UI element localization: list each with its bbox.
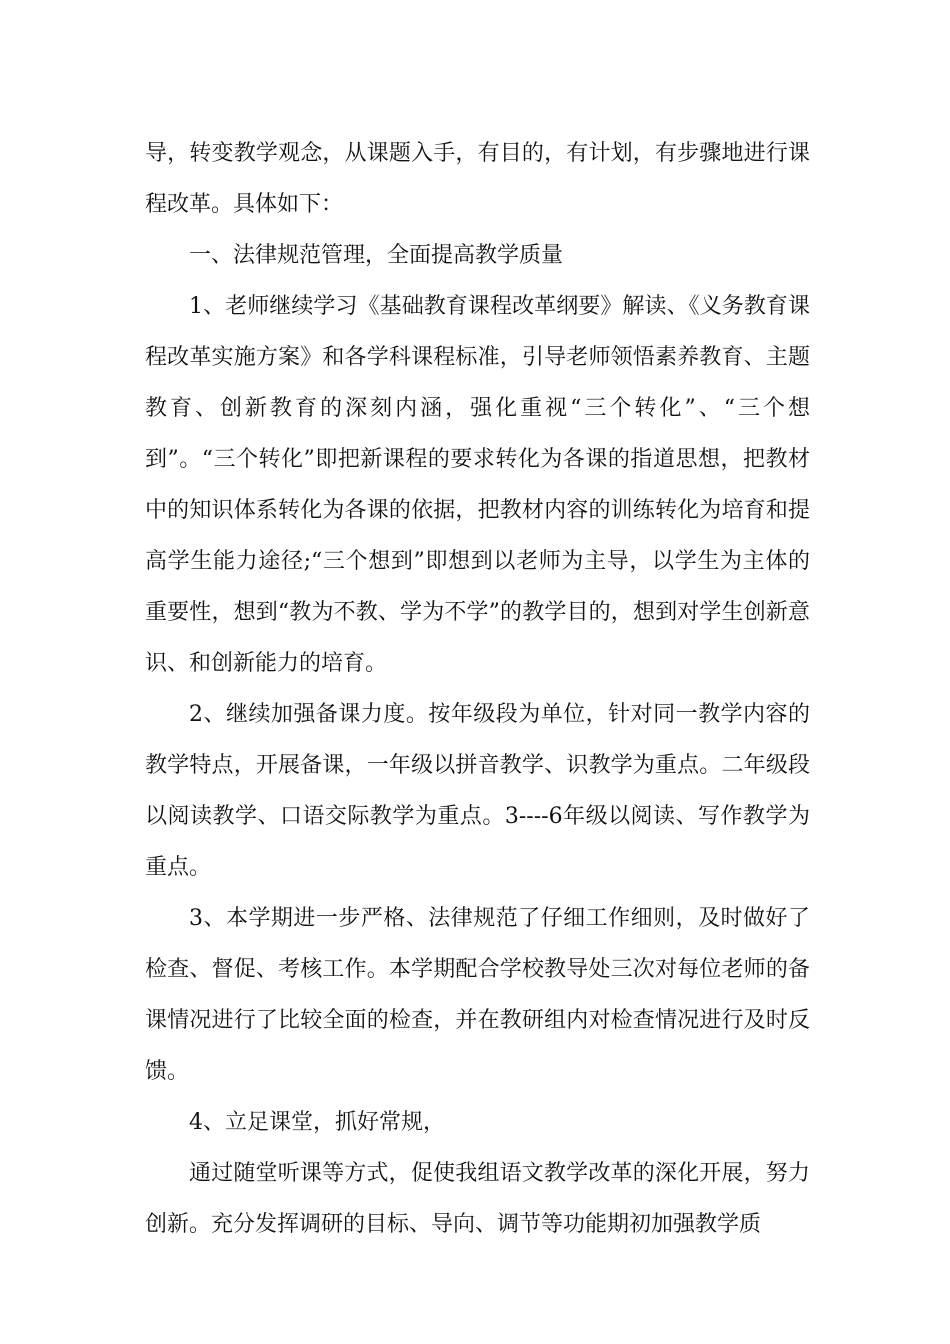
paragraph-item-4-detail: 通过随堂听课等方式，促使我组语文教学改革的深化开展，努力创新。充分发挥调研的目标、导向、调节等功能期初加强教学质 xyxy=(145,1161,810,1237)
paragraph-item-2: 2、继续加强备课力度。按年级段为单位，针对同一教学内容的教学特点，开展备课，一年级以拼音教学、识教学为重点。二年级段以阅读教学、口语交际教学为重点。3----6年级以阅读、写作教学为重点。 xyxy=(145,702,810,880)
paragraph-item-3: 3、本学期进一步严格、法律规范了仔细工作细则，及时做好了检查、督促、考核工作。本学期配合学校教导处三次对每位老师的备课情况进行了比较全面的检查，并在教研组内对检查情况进行及时反馈。 xyxy=(145,906,810,1084)
section-heading-1: 一、法律规范管理，全面提高教学质量 xyxy=(189,243,564,268)
paragraph-item-1: 1、老师继续学习《基础教育课程改革纲要》解读、《义务教育课程改革实施方案》和各学科课程标准，引导老师领悟素养教育、主题教育、创新教育的深刻内涵，强化重视“三个转化”、“三个想到”。“三个转化”即把新课程的要求转化为各课的指道思想，把教材中的知识体系转化为各课的依据，把教材内容的训练转化为培育和提高学生能力途径;“三个想到”即想到以老师为主导，以学生为主体的重要性，想到“教为不教、学为不学”的教学目的，想到对学生创新意识、和创新能力的培育。 xyxy=(145,294,810,676)
paragraph-intro-continuation: 导，转变教学观念，从课题入手，有目的，有计划，有步骤地进行课程改革。具体如下： xyxy=(145,141,810,217)
document-body xyxy=(145,128,810,1250)
paragraph-item-4: 4、立足课堂，抓好常规， xyxy=(189,1110,445,1135)
